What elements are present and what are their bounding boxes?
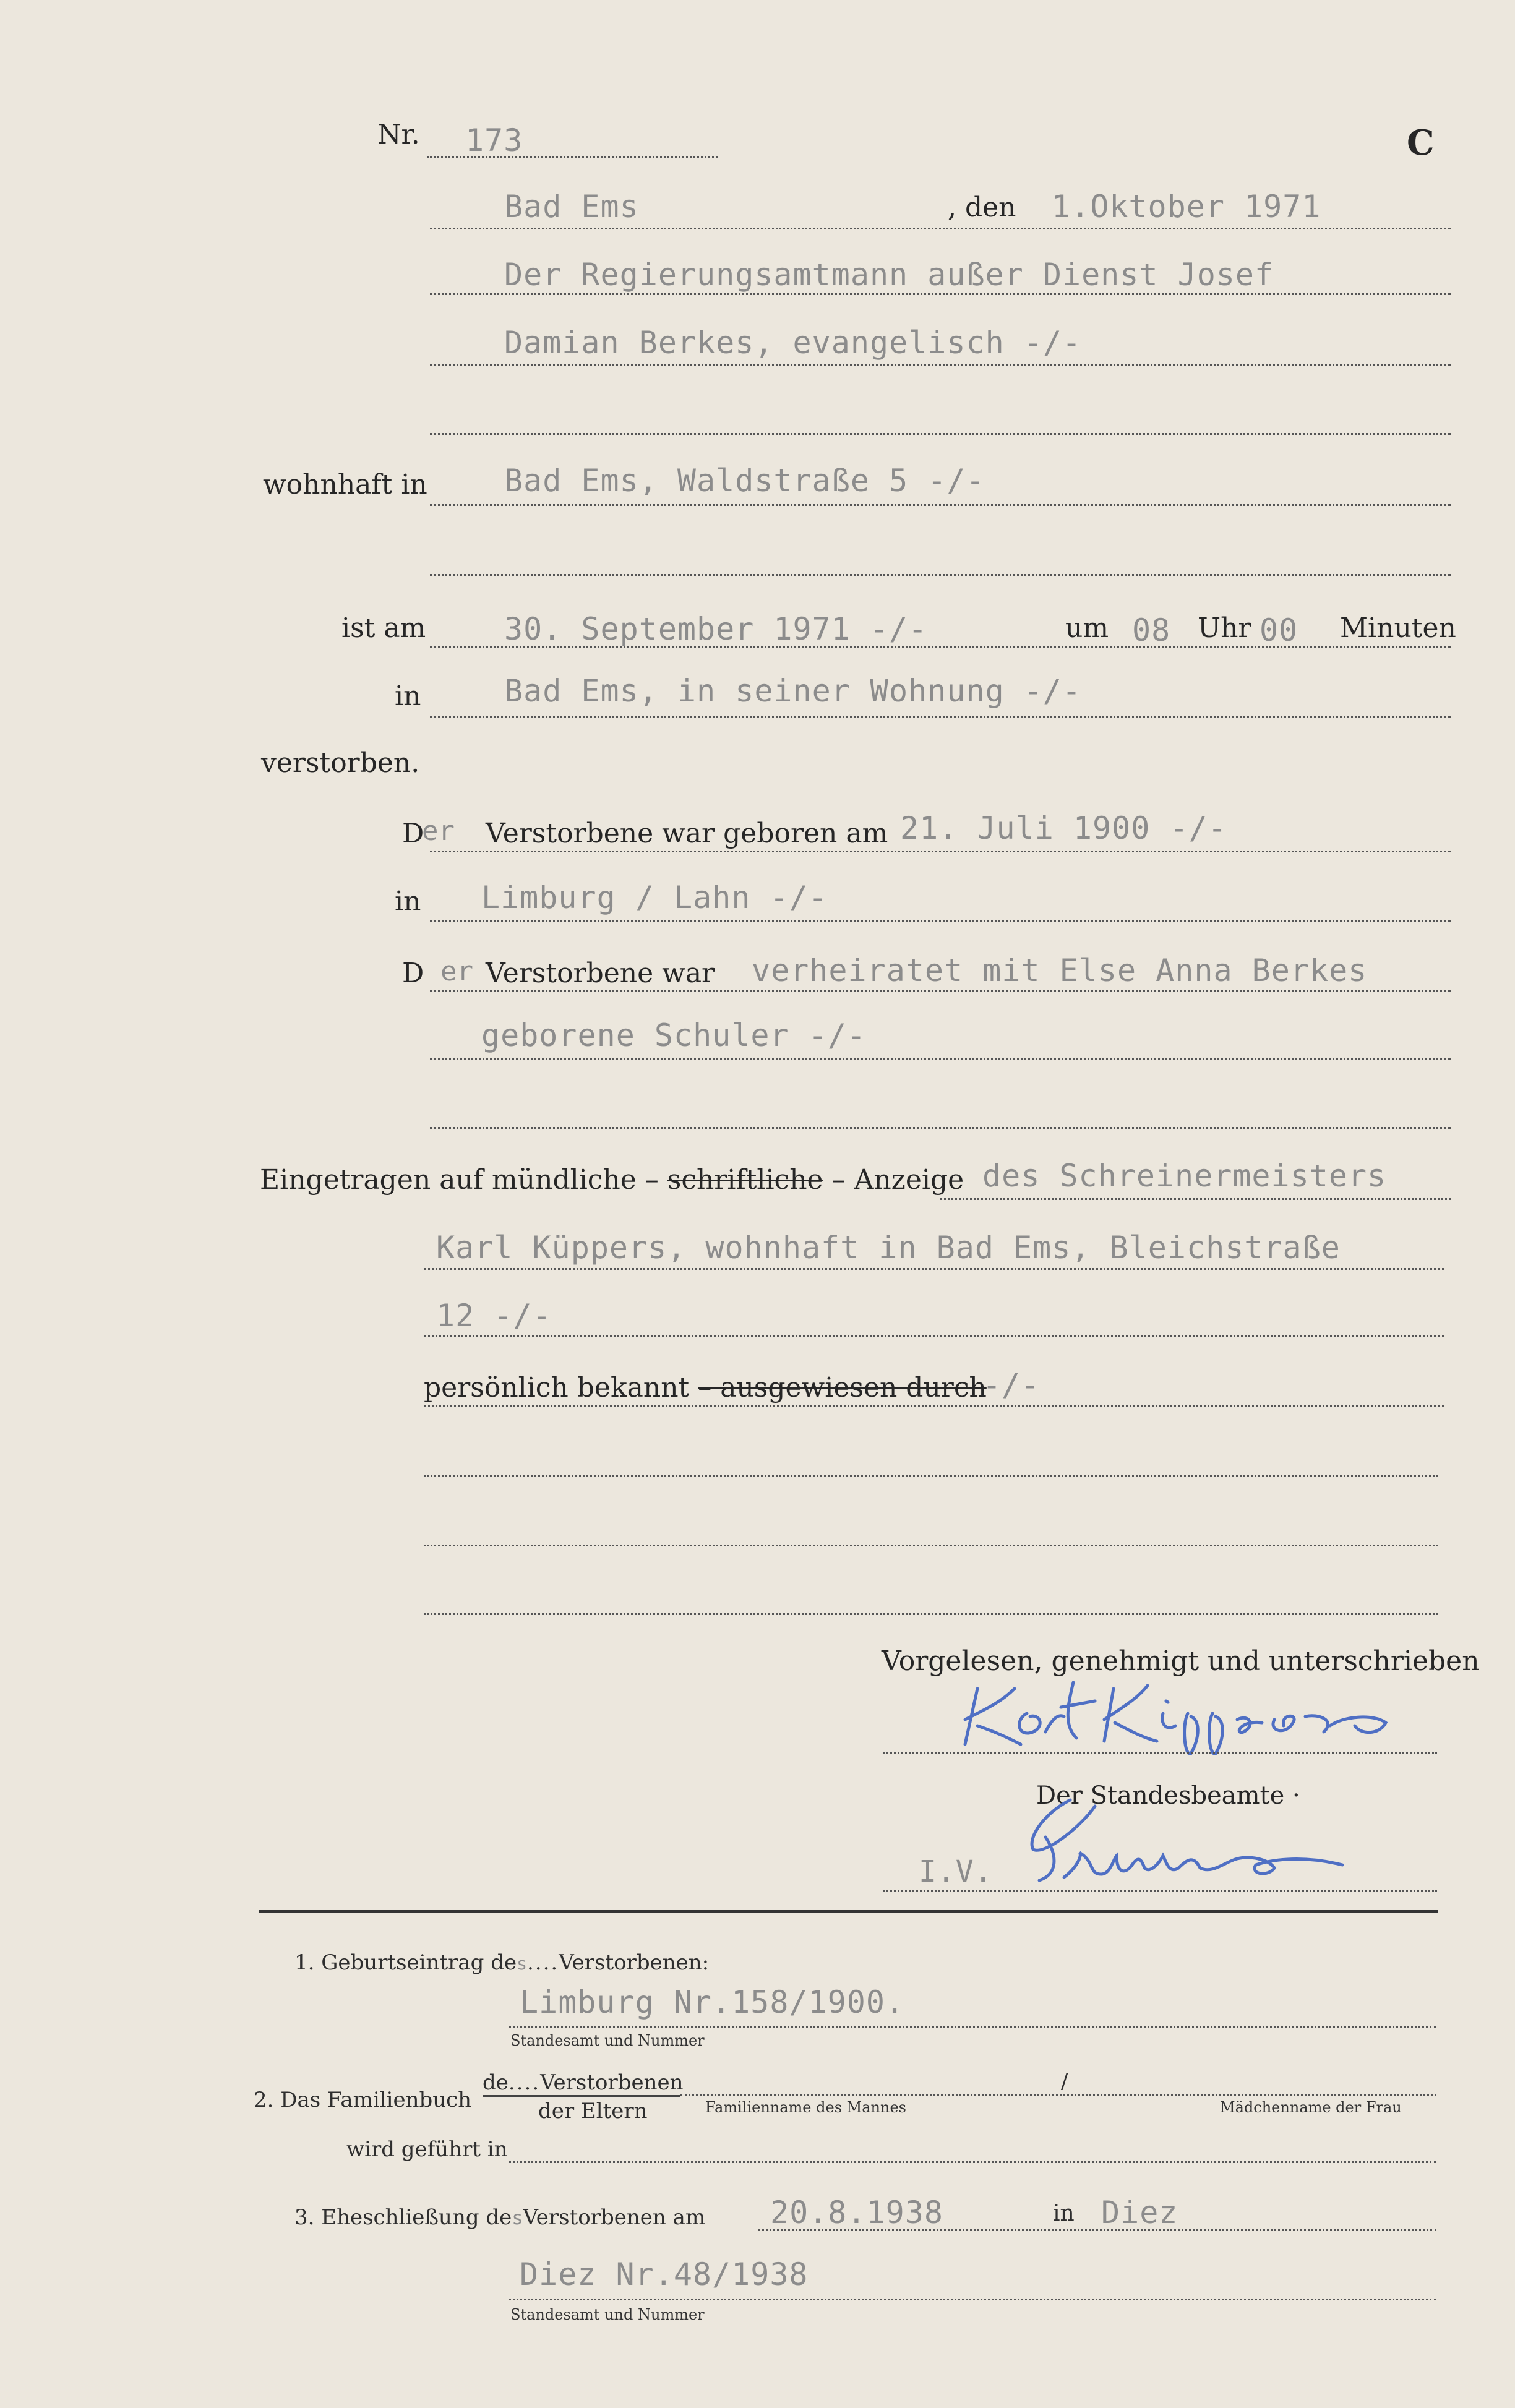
item1-value: Limburg Nr.158/1900.	[520, 1984, 905, 2020]
footer-divider	[259, 1910, 1438, 1913]
item3-value: Diez Nr.48/1938	[520, 2256, 809, 2292]
registration-rule-3	[424, 1335, 1444, 1337]
birth-typed-er: er	[422, 815, 455, 847]
item3-suffix: Verstorbenen am	[523, 2205, 706, 2230]
item3-label	[294, 2205, 705, 2230]
item2-verstorbenen: Verstorbenen	[540, 2070, 684, 2095]
blank-rule-5	[424, 1545, 1438, 1546]
item3-rule	[509, 2299, 1436, 2300]
item2-caption-man: Familienname des Mannes	[705, 2099, 906, 2116]
birth-d-prefix: D	[402, 818, 424, 849]
registration-label	[260, 1164, 964, 1196]
item2-label: 2. Das Familienbuch	[254, 2088, 472, 2112]
death-place-value: Bad Ems, in seiner Wohnung -/-	[504, 673, 1082, 709]
item3-date: 20.8.1938	[770, 2195, 943, 2230]
residence-value: Bad Ems, Waldstraße 5 -/-	[504, 463, 985, 499]
item3-caption: Standesamt und Nummer	[510, 2306, 705, 2323]
person-line-2: Damian Berkes, evangelisch -/-	[504, 325, 1082, 361]
registrar-signature	[1008, 1788, 1355, 1893]
item2-fraction-rule	[483, 2095, 680, 2097]
nr-value: 173	[465, 122, 523, 158]
death-place-rule	[430, 716, 1451, 718]
item2-wird: wird geführt in	[346, 2137, 508, 2162]
identity-label-text: persönlich bekannt	[424, 1372, 690, 1403]
form-letter: C	[1407, 122, 1435, 163]
birth-date-rule	[430, 851, 1451, 852]
item2-wird-rule	[509, 2161, 1436, 2163]
registration-rule-1	[940, 1198, 1451, 1200]
informant-signature-rule	[883, 1752, 1437, 1754]
registration-label-suffix: – Anzeige	[831, 1164, 964, 1196]
nr-line	[427, 156, 718, 158]
registration-line-2: Karl Küppers, wohnhaft in Bad Ems, Bleichstraße	[436, 1230, 1341, 1266]
blank-rule-2	[430, 574, 1451, 576]
item1-caption: Standesamt und Nummer	[510, 2032, 705, 2049]
item3-place: Diez	[1101, 2195, 1178, 2230]
registration-line-1: des Schreinermeisters	[982, 1158, 1387, 1194]
minute-value: 00	[1260, 612, 1298, 648]
identity-rule	[424, 1405, 1444, 1407]
birth-date-value: 21. Juli 1900 -/-	[900, 810, 1227, 846]
item3-label-text: 3. Eheschließung de	[294, 2205, 512, 2230]
blank-rule-1	[430, 433, 1451, 435]
death-place-label: in	[395, 680, 421, 712]
birth-place-label: in	[395, 886, 421, 917]
birth-label: Verstorbene war geboren am	[486, 818, 888, 849]
registrar-label: Der Standesbeamte ·	[1036, 1781, 1300, 1810]
registration-rule-2	[424, 1268, 1444, 1270]
registration-line-3: 12 -/-	[436, 1298, 552, 1334]
nr-label: Nr.	[377, 119, 420, 150]
person-line-1-rule	[430, 293, 1451, 295]
item1-typed-s: s	[517, 1953, 527, 1974]
registrar-signature-rule	[883, 1890, 1437, 1892]
item1-label-text: 1. Geburtseintrag de	[294, 1950, 517, 1975]
marital-label: Verstorbene war	[486, 958, 715, 989]
read-approved-label: Vorgelesen, genehmigt und unterschrieben	[882, 1645, 1480, 1677]
birth-place-rule	[430, 920, 1451, 922]
marital-d-prefix: D	[402, 958, 424, 989]
den-label: , den	[948, 192, 1016, 223]
blank-rule-6	[424, 1613, 1438, 1615]
marital-rule-2	[430, 1058, 1451, 1060]
item2-slash: /	[1061, 2069, 1068, 2094]
marital-rule-1	[430, 990, 1451, 992]
item1-suffix: Verstorbenen:	[559, 1950, 710, 1975]
informant-signature	[953, 1664, 1410, 1757]
birth-place-value: Limburg / Lahn -/-	[481, 880, 828, 915]
marital-line-2: geborene Schuler -/-	[481, 1018, 867, 1053]
date-value: 1.Oktober 1971	[1052, 189, 1321, 225]
item1-rule	[509, 2026, 1436, 2028]
iv-label: I.V.	[919, 1854, 993, 1889]
item2-de-line: de....Verstorbenen	[483, 2070, 684, 2095]
um-label: um	[1065, 612, 1109, 644]
blank-rule-3	[430, 1127, 1451, 1129]
death-date-label: ist am	[341, 612, 426, 644]
item2-de: de	[483, 2070, 509, 2095]
blank-rule-4	[424, 1475, 1438, 1477]
item2-eltern: der Eltern	[538, 2099, 648, 2123]
registration-label-struck: schriftliche	[667, 1164, 823, 1196]
item3-in: in	[1053, 2201, 1075, 2226]
minuten-label: Minuten	[1340, 612, 1456, 644]
place-date-line	[430, 228, 1451, 229]
residence-rule	[430, 504, 1451, 506]
residence-label: wohnhaft in	[263, 469, 427, 500]
item3-typed-s: s	[512, 2208, 523, 2229]
verstorben-label: verstorben.	[261, 747, 420, 779]
item3-date-rule	[758, 2229, 1436, 2231]
hour-value: 08	[1132, 612, 1171, 648]
item1-label: 1. Geburtseintrag des....Verstorbenen:	[294, 1950, 710, 1975]
person-line-1: Der Regierungsamtmann außer Dienst Josef	[504, 257, 1274, 293]
identity-label	[424, 1372, 987, 1403]
identity-value: -/-	[982, 1367, 1041, 1403]
marital-line-1: verheiratet mit Else Anna Berkes	[752, 953, 1368, 988]
place-value: Bad Ems	[504, 189, 639, 225]
marital-typed-er: er	[440, 956, 473, 987]
person-line-2-rule	[430, 364, 1451, 366]
item2-rule	[680, 2094, 1436, 2096]
registration-label-prefix: Eingetragen auf mündliche –	[260, 1164, 659, 1196]
identity-struck: – ausgewiesen durch	[698, 1372, 987, 1403]
item2-caption-woman: Mädchenname der Frau	[1220, 2099, 1402, 2116]
death-date-rule	[430, 646, 1451, 648]
death-date-value: 30. September 1971 -/-	[504, 611, 928, 647]
uhr-label: Uhr	[1198, 612, 1251, 644]
